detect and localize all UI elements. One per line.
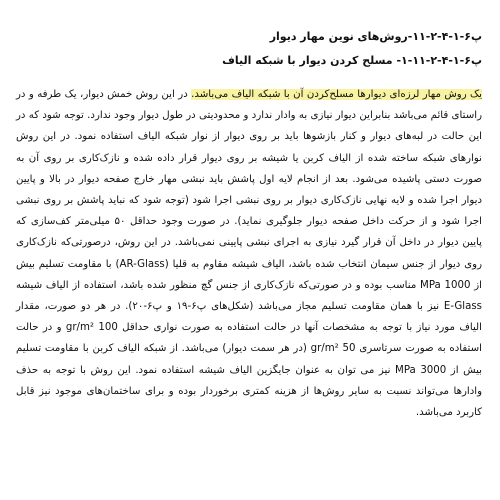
body-text <box>16 84 482 423</box>
subsection-heading: پ۶-۱-۴-۲-۱۱-۱- مسلح کردن دیوار با شبکه الیاف <box>222 54 482 67</box>
highlighted-sentence: یک روش مهار لرزه‌ای دیوارها مسلح‌کردن آن با شبکه الیاف می‌باشد. <box>191 89 482 100</box>
body-paragraph <box>16 84 482 423</box>
section-heading: پ۶-۱-۴-۲-۱۱-روش‌های نوین مهار دیوار <box>269 30 482 43</box>
paragraph-text: در این روش خمش دیوار، یک طرفه و در راستای قائم می‌باشد بنابراین دیوار نیازی به وادار ندارد و محدودیتی در طول دیوار وجود ندارد. توجه شود که در این حالت در لبه‌های دیوار و کنار بازشوها باید بر روی دیوار از نوار شبکه الیاف استفاده نمود. در این روش نوارهای شبکه ساخته شده از الیاف کربن یا شیشه بر روی دیوار قرار داده شده و نازک‌کاری بر روی آن به صورت دستی پاشیده می‌شود. بعد از انجام لایه اول پاشش باید نبشی مهار خارج صفحه دیوار در بالا و پایین دیوار اجرا شده و لایه نهایی نازک‌کاری دیوار بر روی نبشی اجرا شود (توجه شود که نباید پاشش بر روی نبشی اجرا شود و از حرکت داخل صفحه دیوار جلوگیری نماید). در صورت وجود حداقل ۵۰ میلی‌متر کف‌سازی که پایین دیوار در داخل آن قرار گیرد نیازی به اجرای نبشی پایینی نمی‌باشد. در این روش، درصورتی‌که نازک‌کاری روی دیوار از جنس سیمان انتخاب شده باشد، الیاف شیشه مقاوم به قلیا (AR-Glass) با مقاومت تسلیم بیش از 1000 MPa مناسب بوده و در صورتی‌که نازک‌کاری از جنس گچ منظور شده باشد، استفاده از الیاف شیشه E-Glass نیز با همان مقاومت تسلیم مجاز می‌باشد (شکل‌های پ۶-۱۹ و پ۶-۲۰). در هر دو صورت، مقدار الیاف مورد نیاز با توجه به مشخصات آنها در حالت استفاده به صورت نواری حداقل 100 gr/m² و در حالت استفاده به صورت سرتاسری 50 gr/m² (در هر سمت دیوار) می‌باشد. از شبکه الیاف کربن با مقاومت تسلیم بیش از 3000 MPa نیز می توان به عنوان جایگزین الیاف شیشه استفاده نمود. این روش با توجه به حذف وادارها می‌تواند نسبت به سایر روش‌ها از هزینه کمتری برخوردار بوده و برای ساختمان‌های موجود نیز قابل کاربرد می‌باشد. <box>16 89 483 419</box>
